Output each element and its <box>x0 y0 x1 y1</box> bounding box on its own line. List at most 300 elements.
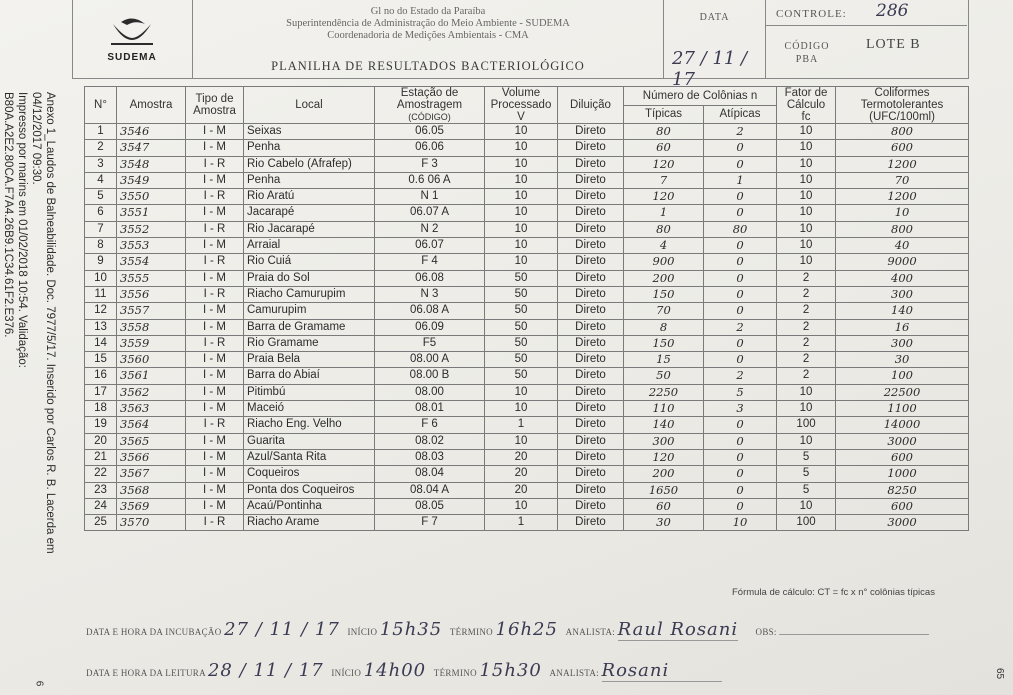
col-header-estacao <box>375 87 485 124</box>
cell-estacao: 08.03 <box>375 449 485 465</box>
cell-estacao: 08.00 A <box>375 352 485 368</box>
cell-diluicao: Direto <box>558 466 624 482</box>
cell-tipo: I - M <box>186 368 244 384</box>
cell-local: Rio Jacarapé <box>244 221 375 237</box>
cell-local: Maceió <box>244 401 375 417</box>
cell-tipo: I - M <box>186 205 244 221</box>
cell-tipo: I - M <box>186 319 244 335</box>
cell-atipicas: 0 <box>704 482 777 498</box>
cell-local: Arraial <box>244 238 375 254</box>
cell-tipo: I - M <box>186 352 244 368</box>
cell-local: Riacho Camurupim <box>244 286 375 302</box>
cell-volume: 10 <box>485 205 558 221</box>
cell-ct: 40 <box>836 238 969 254</box>
cell-atipicas: 0 <box>704 417 777 433</box>
cell-tipicas: 900 <box>624 254 704 270</box>
analyst-signature-1: Raul Rosani <box>617 619 739 640</box>
cell-estacao: F 6 <box>375 417 485 433</box>
cell-atipicas: 2 <box>704 319 777 335</box>
cell-volume: 50 <box>485 335 558 351</box>
cell-ct: 400 <box>836 270 969 286</box>
cell-n: 17 <box>85 384 117 400</box>
cell-atipicas: 2 <box>704 124 777 140</box>
cell-amostra: 3551 <box>117 205 186 221</box>
cell-fc: 2 <box>777 270 836 286</box>
cell-local: Penha <box>244 140 375 156</box>
cell-fc: 10 <box>777 156 836 172</box>
page-mark-right: 65 <box>994 667 1006 680</box>
sudema-emblem-icon <box>109 16 155 50</box>
cell-tipo: I - R <box>186 286 244 302</box>
cell-local: Rio Cuiá <box>244 254 375 270</box>
cell-diluicao: Direto <box>558 156 624 172</box>
cell-atipicas: 0 <box>704 466 777 482</box>
cell-tipicas: 50 <box>624 368 704 384</box>
reading-date: 28 / 11 / 17 <box>207 660 324 681</box>
cell-atipicas: 0 <box>704 352 777 368</box>
cell-tipo: I - M <box>186 498 244 514</box>
cell-ct: 800 <box>836 221 969 237</box>
cell-fc: 2 <box>777 352 836 368</box>
cell-estacao: 06.08 <box>375 270 485 286</box>
cell-tipicas: 1650 <box>624 482 704 498</box>
col-header-tipicas: Típicas <box>624 105 704 124</box>
cell-estacao: N 2 <box>375 221 485 237</box>
cell-estacao: N 1 <box>375 189 485 205</box>
cell-tipicas: 4 <box>624 238 704 254</box>
org-line-1: Gl no do Estado da Paraíba <box>370 6 486 17</box>
cell-ct: 22500 <box>836 384 969 400</box>
cell-n: 3 <box>85 156 117 172</box>
cell-amostra: 3552 <box>117 221 186 237</box>
cell-tipo: I - R <box>186 221 244 237</box>
cell-fc: 100 <box>777 515 836 531</box>
cell-diluicao: Direto <box>558 417 624 433</box>
cell-estacao: 06.09 <box>375 319 485 335</box>
cell-atipicas: 0 <box>704 254 777 270</box>
cell-amostra: 3546 <box>117 124 186 140</box>
cell-amostra: 3553 <box>117 238 186 254</box>
formula-note: Fórmula de cálculo: CT = fc x n° colônias típicas <box>732 587 935 598</box>
cell-ct: 3000 <box>836 515 969 531</box>
cell-amostra: 3562 <box>117 384 186 400</box>
cell-estacao: 06.06 <box>375 140 485 156</box>
cell-local: Barra do Abiaí <box>244 368 375 384</box>
cell-amostra: 3561 <box>117 368 186 384</box>
cell-n: 20 <box>85 433 117 449</box>
cell-n: 2 <box>85 140 117 156</box>
start-time-1: 15h35 <box>379 619 443 640</box>
cell-fc: 5 <box>777 449 836 465</box>
cell-estacao: F 7 <box>375 515 485 531</box>
table-row <box>85 335 969 351</box>
code-label: CÓDIGO <box>784 41 830 52</box>
cell-diluicao: Direto <box>558 335 624 351</box>
cell-fc: 10 <box>777 124 836 140</box>
cell-estacao: F 4 <box>375 254 485 270</box>
cell-diluicao: Direto <box>558 515 624 531</box>
table-row <box>85 417 969 433</box>
cell-volume: 10 <box>485 401 558 417</box>
cell-estacao: 06.08 A <box>375 303 485 319</box>
cell-fc: 10 <box>777 189 836 205</box>
cell-fc: 10 <box>777 172 836 188</box>
cell-atipicas: 0 <box>704 449 777 465</box>
cell-volume: 10 <box>485 433 558 449</box>
cell-local: Rio Aratú <box>244 189 375 205</box>
cell-ct: 9000 <box>836 254 969 270</box>
cell-diluicao: Direto <box>558 303 624 319</box>
cell-estacao: 06.07 A <box>375 205 485 221</box>
cell-local: Rio Cabelo (Afrafep) <box>244 156 375 172</box>
cell-diluicao: Direto <box>558 286 624 302</box>
cell-n: 6 <box>85 205 117 221</box>
cell-diluicao: Direto <box>558 221 624 237</box>
start-label-2: INÍCIO <box>331 668 362 678</box>
cell-tipo: I - M <box>186 384 244 400</box>
cell-local: Coqueiros <box>244 466 375 482</box>
cell-diluicao: Direto <box>558 205 624 221</box>
cell-n: 14 <box>85 335 117 351</box>
cell-fc: 10 <box>777 140 836 156</box>
cell-tipicas: 8 <box>624 319 704 335</box>
cell-volume: 10 <box>485 189 558 205</box>
cell-ct: 70 <box>836 172 969 188</box>
cell-local: Praia do Sol <box>244 270 375 286</box>
cell-tipicas: 120 <box>624 189 704 205</box>
cell-fc: 10 <box>777 498 836 514</box>
cell-local: Ponta dos Coqueiros <box>244 482 375 498</box>
start-label-1: INÍCIO <box>347 627 378 637</box>
cell-amostra: 3550 <box>117 189 186 205</box>
stamp-line-2: Impresso por marins em 01/02/2018 10:54. Validação: B80A.A2E2.80CA.F7A4.26B9.1C34.61F2.E376. <box>2 92 28 368</box>
cell-tipo: I - M <box>186 401 244 417</box>
cell-tipicas: 70 <box>624 303 704 319</box>
cell-estacao: N 3 <box>375 286 485 302</box>
cell-tipo: I - M <box>186 433 244 449</box>
cell-estacao: 08.04 A <box>375 482 485 498</box>
cell-ct: 10 <box>836 205 969 221</box>
cell-fc: 2 <box>777 335 836 351</box>
cell-ct: 1100 <box>836 401 969 417</box>
cell-fc: 10 <box>777 205 836 221</box>
col-header-tipo <box>186 87 244 124</box>
incubation-date: 27 / 11 / 17 <box>224 619 340 640</box>
title-block <box>193 0 664 78</box>
col-header-estacao-sub: (CÓDIGO) <box>408 112 451 122</box>
cell-tipicas: 120 <box>624 156 704 172</box>
cell-volume: 10 <box>485 140 558 156</box>
table-row <box>85 466 969 482</box>
cell-ct: 3000 <box>836 433 969 449</box>
cell-fc: 2 <box>777 368 836 384</box>
table-row <box>85 352 969 368</box>
cell-tipo: I - M <box>186 124 244 140</box>
cell-amostra: 3556 <box>117 286 186 302</box>
cell-estacao: 06.07 <box>375 238 485 254</box>
cell-n: 1 <box>85 124 117 140</box>
control-value: 286 <box>876 1 909 21</box>
cell-local: Barra de Gramame <box>244 319 375 335</box>
cell-atipicas: 1 <box>704 172 777 188</box>
cell-local: Praia Bela <box>244 352 375 368</box>
cell-estacao: 06.05 <box>375 124 485 140</box>
cell-volume: 10 <box>485 254 558 270</box>
cell-amostra: 3558 <box>117 319 186 335</box>
cell-volume: 1 <box>485 417 558 433</box>
cell-amostra: 3547 <box>117 140 186 156</box>
date-value: 27 / 11 / 17 <box>672 48 748 90</box>
cell-local: Camurupim <box>244 303 375 319</box>
cell-fc: 2 <box>777 286 836 302</box>
table-row <box>85 498 969 514</box>
cell-estacao: F 3 <box>375 156 485 172</box>
table-row <box>85 368 969 384</box>
code-value: PBA <box>795 54 819 65</box>
table-row <box>85 515 969 531</box>
cell-atipicas: 0 <box>704 498 777 514</box>
cell-tipicas: 80 <box>624 221 704 237</box>
cell-atipicas: 5 <box>704 384 777 400</box>
cell-n: 13 <box>85 319 117 335</box>
cell-local: Acaú/Pontinha <box>244 498 375 514</box>
cell-diluicao: Direto <box>558 172 624 188</box>
cell-tipicas: 110 <box>624 401 704 417</box>
cell-atipicas: 0 <box>704 189 777 205</box>
cell-amostra: 3555 <box>117 270 186 286</box>
analyst-label-1: ANALISTA: <box>565 627 616 637</box>
cell-local: Pitimbú <box>244 384 375 400</box>
cell-ct: 8250 <box>836 482 969 498</box>
results-table <box>84 86 969 531</box>
cell-tipicas: 140 <box>624 417 704 433</box>
cell-fc: 10 <box>777 238 836 254</box>
col-header-local: Local <box>244 87 375 124</box>
cell-fc: 10 <box>777 254 836 270</box>
cell-diluicao: Direto <box>558 449 624 465</box>
cell-atipicas: 0 <box>704 286 777 302</box>
table-row <box>85 433 969 449</box>
cell-tipo: I - M <box>186 270 244 286</box>
control-block <box>766 0 967 78</box>
cell-n: 10 <box>85 270 117 286</box>
cell-ct: 800 <box>836 124 969 140</box>
cell-n: 19 <box>85 417 117 433</box>
cell-amostra: 3570 <box>117 515 186 531</box>
cell-ct: 30 <box>836 352 969 368</box>
code-block <box>772 40 842 66</box>
cell-local: Seixas <box>244 124 375 140</box>
cell-n: 23 <box>85 482 117 498</box>
analyst-label-2: ANALISTA: <box>549 668 599 678</box>
org-line-3: Coordenadoria de Medições Ambientais - CMA <box>327 30 529 41</box>
cell-ct: 600 <box>836 140 969 156</box>
cell-volume: 50 <box>485 270 558 286</box>
cell-atipicas: 0 <box>704 433 777 449</box>
cell-volume: 50 <box>485 319 558 335</box>
start-time-2: 14h00 <box>363 660 427 681</box>
cell-amostra: 3568 <box>117 482 186 498</box>
reading-label: DATA E HORA DA LEITURA <box>86 668 206 678</box>
side-stamp <box>2 92 56 612</box>
cell-atipicas: 0 <box>704 303 777 319</box>
cell-estacao: 08.04 <box>375 466 485 482</box>
cell-tipo: I - M <box>186 172 244 188</box>
col-header-diluicao: Diluição <box>558 87 624 124</box>
cell-atipicas: 10 <box>704 515 777 531</box>
date-label: DATA <box>699 12 730 23</box>
col-header-estacao-text: Estação de Amostragem <box>396 87 463 111</box>
cell-tipicas: 2250 <box>624 384 704 400</box>
table-row <box>85 401 969 417</box>
cell-n: 7 <box>85 221 117 237</box>
control-label: CONTROLE: <box>776 8 847 20</box>
cell-diluicao: Direto <box>558 254 624 270</box>
cell-tipo: I - M <box>186 303 244 319</box>
cell-atipicas: 0 <box>704 335 777 351</box>
end-time-1: 16h25 <box>495 619 558 640</box>
cell-amostra: 3565 <box>117 433 186 449</box>
reading-line <box>86 660 722 682</box>
col-header-colonias: Número de Colônias n <box>624 87 777 106</box>
cell-n: 18 <box>85 401 117 417</box>
cell-volume: 50 <box>485 303 558 319</box>
page-mark-left: 6 <box>33 680 45 687</box>
col-header-volume <box>485 87 558 124</box>
cell-fc: 10 <box>777 401 836 417</box>
cell-ct: 300 <box>836 286 969 302</box>
cell-fc: 100 <box>777 417 836 433</box>
col-header-fator-sub: fc <box>801 111 811 123</box>
cell-tipo: I - M <box>186 449 244 465</box>
cell-amostra: 3557 <box>117 303 186 319</box>
cell-local: Riacho Eng. Velho <box>244 417 375 433</box>
table-row <box>85 172 969 188</box>
cell-tipo: I - R <box>186 515 244 531</box>
cell-diluicao: Direto <box>558 384 624 400</box>
cell-tipo: I - R <box>186 156 244 172</box>
sudema-logo <box>72 0 193 78</box>
col-header-volume-text: Volume Processado <box>490 87 552 111</box>
cell-tipo: I - M <box>186 140 244 156</box>
analyst-signature-2: Rosani <box>602 660 722 682</box>
table-row <box>85 221 969 237</box>
cell-ct: 16 <box>836 319 969 335</box>
cell-volume: 10 <box>485 221 558 237</box>
lot-label: LOTE B <box>866 37 921 52</box>
cell-tipicas: 150 <box>624 335 704 351</box>
cell-ct: 1200 <box>836 156 969 172</box>
cell-atipicas: 0 <box>704 270 777 286</box>
cell-amostra: 3549 <box>117 172 186 188</box>
cell-amostra: 3559 <box>117 335 186 351</box>
cell-tipicas: 15 <box>624 352 704 368</box>
col-header-coliformes-text: Coliformes Termotolerantes <box>860 87 944 111</box>
cell-volume: 10 <box>485 498 558 514</box>
cell-tipo: I - R <box>186 254 244 270</box>
cell-amostra: 3566 <box>117 449 186 465</box>
table-row <box>85 449 969 465</box>
cell-diluicao: Direto <box>558 401 624 417</box>
cell-tipicas: 80 <box>624 124 704 140</box>
table-row <box>85 319 969 335</box>
cell-local: Rio Gramame <box>244 335 375 351</box>
col-header-num: N° <box>85 87 117 124</box>
cell-tipicas: 7 <box>624 172 704 188</box>
cell-amostra: 3554 <box>117 254 186 270</box>
cell-tipicas: 200 <box>624 466 704 482</box>
cell-tipicas: 60 <box>624 140 704 156</box>
incubation-line <box>86 619 929 641</box>
cell-estacao: 0.6 06 A <box>375 172 485 188</box>
cell-volume: 10 <box>485 384 558 400</box>
cell-n: 5 <box>85 189 117 205</box>
cell-tipo: I - R <box>186 335 244 351</box>
cell-tipo: I - R <box>186 417 244 433</box>
col-header-coliformes <box>836 87 969 124</box>
cell-atipicas: 80 <box>704 221 777 237</box>
cell-volume: 50 <box>485 286 558 302</box>
cell-tipicas: 60 <box>624 498 704 514</box>
cell-estacao: F5 <box>375 335 485 351</box>
table-row <box>85 286 969 302</box>
cell-tipo: I - M <box>186 482 244 498</box>
cell-estacao: 08.00 B <box>375 368 485 384</box>
cell-volume: 10 <box>485 172 558 188</box>
cell-diluicao: Direto <box>558 319 624 335</box>
cell-atipicas: 0 <box>704 156 777 172</box>
logo-text: SUDEMA <box>107 51 157 63</box>
cell-n: 16 <box>85 368 117 384</box>
col-header-fator <box>777 87 836 124</box>
cell-atipicas: 0 <box>704 140 777 156</box>
cell-tipicas: 30 <box>624 515 704 531</box>
table-row <box>85 205 969 221</box>
table-row <box>85 156 969 172</box>
cell-diluicao: Direto <box>558 238 624 254</box>
cell-ct: 600 <box>836 449 969 465</box>
cell-estacao: 08.02 <box>375 433 485 449</box>
cell-diluicao: Direto <box>558 482 624 498</box>
cell-amostra: 3563 <box>117 401 186 417</box>
cell-n: 15 <box>85 352 117 368</box>
cell-fc: 2 <box>777 319 836 335</box>
cell-tipicas: 1 <box>624 205 704 221</box>
cell-tipicas: 120 <box>624 449 704 465</box>
sheet-title: PLANILHA DE RESULTADOS BACTERIOLÓGICO <box>271 59 585 73</box>
cell-ct: 300 <box>836 335 969 351</box>
stamp-line-1: Anexo 1_Laudos de Balneabilidade. Doc. 7977/5/17. Inserido por Carlos R. B. Lacerda em 04/12/2017 09:30. <box>30 92 56 554</box>
end-label-1: TÉRMINO <box>449 627 493 637</box>
date-block <box>664 0 766 90</box>
cell-volume: 20 <box>485 466 558 482</box>
obs-label: OBS: <box>755 627 777 637</box>
cell-local: Azul/Santa Rita <box>244 449 375 465</box>
cell-amostra: 3564 <box>117 417 186 433</box>
table-row <box>85 303 969 319</box>
cell-amostra: 3548 <box>117 156 186 172</box>
cell-fc: 2 <box>777 303 836 319</box>
cell-fc: 10 <box>777 221 836 237</box>
cell-fc: 10 <box>777 384 836 400</box>
table-row <box>85 124 969 140</box>
cell-diluicao: Direto <box>558 140 624 156</box>
col-header-volume-sub: V <box>517 111 525 123</box>
cell-n: 12 <box>85 303 117 319</box>
cell-local: Riacho Arame <box>244 515 375 531</box>
end-time-2: 15h30 <box>479 660 542 681</box>
table-row <box>85 189 969 205</box>
